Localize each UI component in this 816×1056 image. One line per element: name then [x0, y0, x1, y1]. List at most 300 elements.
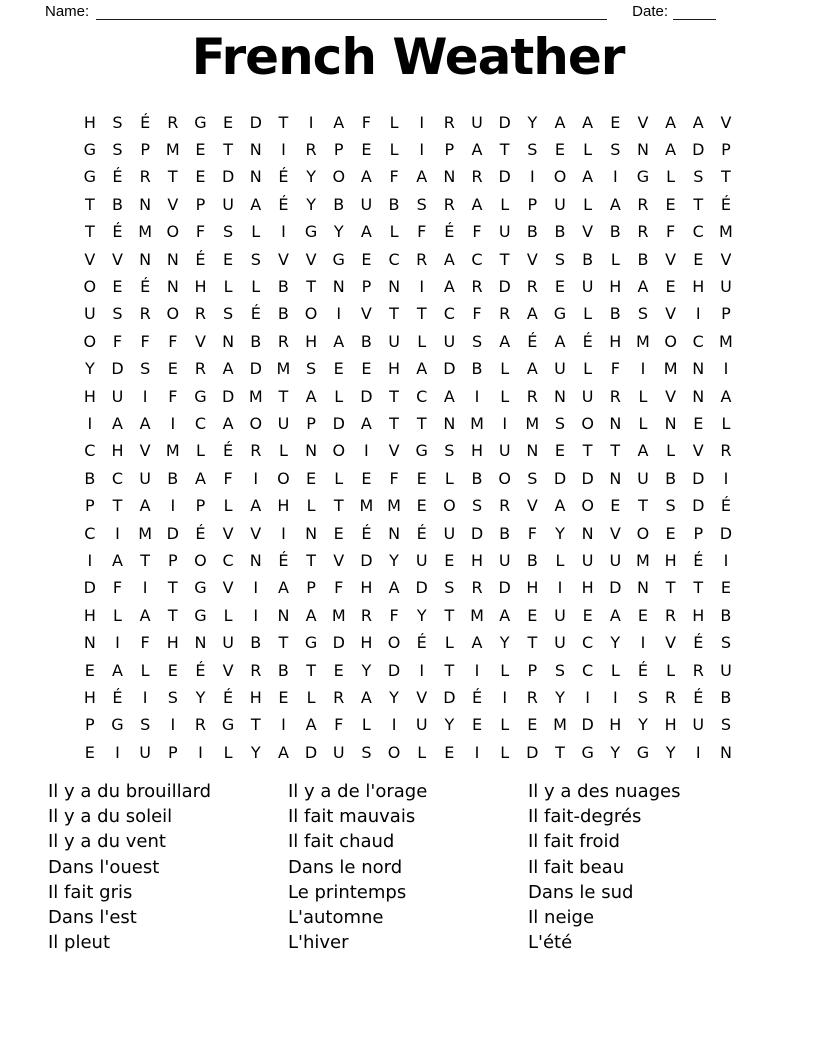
grid-letter: U: [443, 523, 456, 543]
grid-letter: R: [609, 386, 621, 406]
grid-letter: E: [361, 140, 372, 160]
word-list-column: [288, 779, 528, 955]
word-list-column: [528, 779, 768, 955]
grid-letter: N: [719, 742, 732, 762]
grid-letter: É: [527, 331, 538, 351]
grid-letter: B: [582, 249, 594, 269]
grid-letter: É: [223, 687, 234, 707]
grid-letter: I: [723, 359, 729, 379]
grid-letter: N: [249, 550, 262, 570]
grid-letter: I: [557, 578, 563, 598]
grid-letter: A: [582, 167, 594, 187]
grid-letter: Y: [499, 633, 510, 653]
grid-letter: N: [249, 167, 262, 187]
grid-letter: V: [665, 386, 677, 406]
grid-letter: A: [471, 633, 483, 653]
grid-letter: B: [609, 304, 621, 324]
grid-letter: T: [721, 167, 731, 187]
grid-letter: É: [444, 222, 455, 242]
grid-letter: N: [692, 359, 705, 379]
grid-letter: F: [389, 468, 399, 488]
grid-letter: É: [278, 550, 289, 570]
grid-letter: E: [112, 277, 123, 297]
grid-letter: O: [332, 167, 346, 187]
grid-letter: L: [638, 413, 648, 433]
grid-letter: Y: [84, 359, 95, 379]
grid-letter: F: [334, 578, 344, 598]
grid-letter: S: [112, 140, 123, 160]
grid-letter: G: [194, 112, 207, 132]
grid-letter: É: [195, 660, 206, 680]
grid-letter: T: [278, 386, 289, 406]
grid-letter: D: [581, 715, 594, 735]
grid-letter: F: [610, 359, 620, 379]
grid-letter: R: [194, 715, 207, 735]
grid-letter: T: [444, 660, 455, 680]
grid-letter: O: [83, 331, 97, 351]
grid-letter: V: [222, 523, 234, 543]
grid-letter: S: [250, 249, 261, 269]
grid-letter: I: [87, 550, 93, 570]
grid-letter: N: [609, 468, 622, 488]
grid-letter: S: [527, 468, 538, 488]
grid-letter: L: [444, 633, 454, 653]
grid-letter: A: [360, 222, 372, 242]
grid-letter: D: [83, 578, 96, 598]
grid-letter: F: [112, 578, 123, 598]
grid-letter: M: [525, 413, 540, 433]
grid-letter: L: [195, 441, 205, 461]
grid-letter: É: [250, 304, 261, 324]
grid-letter: C: [84, 441, 96, 461]
grid-letter: M: [359, 496, 374, 516]
grid-letter: A: [443, 249, 455, 269]
grid-letter: A: [609, 605, 621, 625]
grid-letter: E: [167, 660, 178, 680]
grid-letter: N: [581, 523, 594, 543]
grid-letter: A: [637, 277, 649, 297]
grid-letter: L: [583, 304, 593, 324]
grid-letter: E: [195, 140, 206, 160]
grid-letter: B: [277, 304, 289, 324]
grid-letter: T: [693, 578, 704, 598]
grid-letter: N: [305, 441, 318, 461]
date-label: Date:: [632, 3, 668, 20]
grid-letter: A: [443, 386, 455, 406]
grid-letter: A: [665, 112, 677, 132]
grid-letter: A: [305, 386, 317, 406]
grid-letter: V: [139, 441, 151, 461]
grid-letter: E: [333, 359, 344, 379]
grid-letter: C: [111, 468, 124, 488]
grid-letter: E: [223, 249, 234, 269]
date-fill-line: [673, 3, 716, 20]
grid-letter: L: [610, 249, 620, 269]
grid-letter: Y: [555, 523, 565, 543]
grid-letter: V: [665, 304, 677, 324]
grid-letter: N: [443, 413, 456, 433]
word-list: [48, 779, 768, 955]
grid-letter: T: [306, 277, 316, 297]
grid-letter: L: [666, 167, 676, 187]
grid-letter: B: [720, 687, 732, 707]
grid-letter: B: [84, 468, 96, 488]
grid-letter: M: [636, 331, 650, 351]
grid-letter: E: [610, 496, 621, 516]
grid-letter: L: [223, 742, 233, 762]
grid-letter: L: [223, 605, 233, 625]
grid-letter: Y: [665, 742, 676, 762]
grid-letter: I: [87, 413, 93, 433]
grid-letter: L: [278, 441, 288, 461]
word-item: Le printemps: [288, 881, 407, 903]
grid-letter: T: [140, 550, 151, 570]
grid-letter: U: [471, 112, 483, 132]
grid-letter: M: [719, 331, 733, 351]
grid-letter: B: [526, 222, 538, 242]
grid-letter: H: [83, 687, 96, 707]
grid-letter: É: [223, 441, 234, 461]
grid-letter: U: [111, 386, 124, 406]
grid-letter: C: [222, 550, 234, 570]
grid-letter: I: [308, 112, 314, 132]
grid-letter: H: [277, 496, 290, 516]
word-item: Il y a du brouillard: [48, 781, 212, 802]
grid-letter: T: [84, 194, 95, 214]
grid-letter: I: [281, 222, 286, 242]
grid-letter: A: [360, 687, 372, 707]
grid-letter: L: [223, 496, 233, 516]
grid-letter: L: [583, 359, 593, 379]
grid-letter: S: [444, 578, 455, 598]
grid-letter: L: [500, 742, 510, 762]
grid-letter: I: [115, 633, 120, 653]
name-label: Name:: [45, 3, 90, 20]
grid-letter: N: [526, 441, 539, 461]
grid-letter: S: [554, 660, 566, 680]
grid-letter: E: [527, 605, 538, 625]
grid-letter: L: [638, 386, 648, 406]
grid-letter: S: [140, 715, 151, 735]
grid-letter: O: [166, 222, 180, 242]
grid-letter: L: [666, 660, 676, 680]
grid-letter: V: [720, 112, 732, 132]
grid-letter: L: [500, 194, 510, 214]
grid-letter: R: [416, 249, 428, 269]
grid-letter: Y: [389, 687, 399, 707]
grid-letter: U: [720, 660, 732, 680]
grid-letter: T: [555, 742, 565, 762]
grid-letter: M: [165, 140, 180, 160]
grid-letter: O: [636, 523, 650, 543]
grid-letter: D: [498, 167, 511, 187]
grid-letter: L: [417, 742, 427, 762]
grid-letter: S: [610, 140, 621, 160]
grid-letter: S: [637, 687, 649, 707]
grid-letter: S: [554, 413, 566, 433]
grid-letter: P: [333, 140, 344, 160]
grid-letter: O: [664, 331, 677, 351]
grid-letter: G: [581, 742, 594, 762]
grid-letter: F: [472, 304, 482, 324]
grid-letter: A: [471, 140, 483, 160]
grid-letter: S: [720, 715, 731, 735]
grid-letter: H: [692, 605, 705, 625]
grid-letter: V: [360, 304, 372, 324]
grid-letter: I: [529, 167, 535, 187]
grid-letter: O: [332, 441, 346, 461]
grid-letter: R: [167, 112, 179, 132]
word-item: L'hiver: [288, 932, 349, 954]
grid-letter: D: [443, 687, 456, 707]
grid-letter: H: [692, 277, 705, 297]
grid-letter: I: [170, 496, 176, 516]
grid-letter: A: [526, 359, 538, 379]
grid-letter: I: [695, 742, 701, 762]
grid-letter: T: [84, 222, 95, 242]
grid-letter: A: [637, 441, 649, 461]
grid-letter: U: [498, 222, 511, 242]
grid-letter: G: [332, 249, 345, 269]
grid-letter: E: [582, 605, 593, 625]
grid-letter: C: [692, 222, 704, 242]
grid-letter: A: [526, 304, 538, 324]
grid-letter: A: [499, 605, 511, 625]
grid-letter: H: [609, 331, 622, 351]
grid-letter: D: [332, 633, 345, 653]
grid-letter: I: [142, 386, 148, 406]
grid-letter: B: [111, 194, 123, 214]
grid-letter: I: [391, 715, 397, 735]
grid-letter: N: [609, 413, 622, 433]
word-item: Dans le sud: [528, 881, 634, 903]
grid-letter: H: [471, 441, 484, 461]
grid-letter: L: [389, 140, 399, 160]
grid-letter: I: [170, 413, 176, 433]
grid-letter: D: [111, 359, 124, 379]
grid-letter: P: [361, 277, 372, 297]
grid-letter: E: [610, 112, 621, 132]
grid-letter: T: [444, 605, 455, 625]
grid-letter: E: [693, 249, 704, 269]
grid-letter: É: [112, 167, 123, 187]
grid-letter: N: [388, 523, 401, 543]
grid-letter: R: [720, 441, 732, 461]
grid-letter: V: [665, 633, 677, 653]
grid-letter: N: [83, 633, 96, 653]
grid-letter: I: [281, 523, 286, 543]
grid-letter: E: [333, 523, 344, 543]
grid-letter: U: [415, 715, 428, 735]
grid-letter: I: [474, 386, 480, 406]
grid-letter: P: [167, 742, 178, 762]
header-row: [45, 3, 716, 20]
grid-letter: Y: [555, 687, 565, 707]
grid-letter: F: [361, 112, 371, 132]
name-fill-line: [96, 3, 607, 20]
grid-letter: B: [609, 222, 621, 242]
grid-letter: L: [306, 496, 316, 516]
grid-letter: I: [281, 140, 286, 160]
grid-letter: H: [305, 331, 318, 351]
grid-letter: I: [474, 660, 480, 680]
grid-letter: L: [555, 550, 565, 570]
grid-letter: L: [721, 413, 731, 433]
grid-letter: S: [112, 304, 123, 324]
grid-letter: V: [637, 112, 649, 132]
grid-letter: D: [692, 140, 705, 160]
grid-letter: A: [277, 742, 289, 762]
word-search-grid: [76, 109, 740, 766]
grid-letter: E: [361, 468, 372, 488]
grid-letter: T: [278, 112, 289, 132]
grid-letter: L: [251, 222, 261, 242]
grid-letter: M: [138, 523, 153, 543]
grid-letter: U: [222, 633, 234, 653]
grid-letter: T: [665, 578, 676, 598]
grid-letter: R: [526, 386, 538, 406]
grid-letter: É: [693, 633, 704, 653]
grid-letter: F: [223, 468, 233, 488]
grid-letter: G: [83, 140, 97, 160]
grid-letter: A: [139, 496, 151, 516]
grid-letter: V: [84, 249, 96, 269]
grid-letter: P: [721, 140, 731, 160]
grid-letter: C: [692, 331, 704, 351]
grid-letter: T: [389, 386, 399, 406]
grid-letter: H: [581, 578, 594, 598]
grid-letter: D: [332, 413, 345, 433]
grid-letter: B: [277, 660, 289, 680]
grid-letter: C: [582, 633, 594, 653]
grid-letter: R: [360, 605, 372, 625]
grid-letter: É: [693, 687, 704, 707]
grid-letter: O: [498, 468, 511, 488]
grid-letter: I: [419, 112, 425, 132]
word-item: Il fait beau: [528, 856, 625, 878]
grid-letter: E: [278, 687, 289, 707]
grid-letter: U: [581, 277, 594, 297]
grid-letter: M: [165, 441, 180, 461]
grid-letter: C: [471, 249, 483, 269]
grid-letter: I: [585, 687, 590, 707]
grid-letter: Y: [444, 715, 455, 735]
grid-letter: D: [304, 742, 318, 762]
grid-letter: Y: [361, 660, 372, 680]
grid-letter: U: [498, 441, 511, 461]
grid-letter: H: [111, 441, 124, 461]
word-item: Il y a des nuages: [528, 781, 681, 802]
grid-letter: I: [170, 715, 176, 735]
grid-letter: A: [139, 413, 151, 433]
grid-letter: B: [333, 194, 345, 214]
grid-letter: B: [250, 633, 262, 653]
grid-letter: R: [443, 194, 455, 214]
grid-letter: V: [609, 523, 621, 543]
grid-letter: I: [336, 304, 342, 324]
grid-letter: R: [665, 605, 677, 625]
grid-letter: B: [554, 222, 566, 242]
grid-letter: É: [112, 687, 123, 707]
grid-letter: D: [498, 578, 511, 598]
grid-letter: N: [554, 386, 566, 406]
grid-letter: N: [139, 249, 152, 269]
grid-letter: T: [167, 578, 178, 598]
grid-letter: R: [250, 660, 262, 680]
grid-letter: S: [223, 304, 234, 324]
grid-letter: U: [222, 194, 234, 214]
grid-letter: D: [692, 496, 705, 516]
grid-letter: O: [581, 496, 594, 516]
grid-letter: T: [167, 167, 178, 187]
grid-letter: D: [221, 167, 235, 187]
grid-letter: D: [526, 742, 539, 762]
grid-letter: F: [168, 331, 178, 351]
grid-letter: R: [692, 660, 704, 680]
grid-letter: I: [115, 523, 120, 543]
grid-letter: É: [195, 249, 206, 269]
grid-letter: S: [167, 687, 178, 707]
grid-letter: G: [304, 633, 318, 653]
grid-letter: R: [499, 304, 511, 324]
grid-letter: T: [250, 715, 261, 735]
grid-letter: O: [387, 633, 401, 653]
grid-letter: I: [253, 468, 259, 488]
word-item: Il y a du soleil: [48, 806, 173, 828]
grid-letter: D: [360, 386, 373, 406]
grid-letter: V: [720, 249, 732, 269]
grid-letter: H: [166, 633, 179, 653]
grid-letter: R: [250, 441, 262, 461]
word-item: Dans le nord: [288, 856, 403, 878]
grid-letter: I: [115, 742, 120, 762]
grid-letter: É: [416, 633, 427, 653]
grid-letter: U: [332, 742, 345, 762]
grid-letter: L: [610, 660, 620, 680]
grid-letter: N: [332, 277, 345, 297]
grid-letter: L: [500, 359, 510, 379]
grid-letter: É: [693, 550, 704, 570]
grid-letter: H: [609, 277, 622, 297]
grid-letter: G: [194, 386, 207, 406]
grid-letter: G: [83, 167, 97, 187]
grid-letter: P: [444, 140, 455, 160]
grid-letter: E: [306, 468, 317, 488]
grid-letter: U: [637, 468, 649, 488]
grid-letter: O: [166, 304, 180, 324]
grid-letter: H: [194, 277, 207, 297]
grid-letter: H: [249, 687, 262, 707]
grid-letter: I: [281, 715, 286, 735]
grid-letter: S: [444, 441, 455, 461]
grid-letter: N: [222, 331, 235, 351]
grid-letter: B: [637, 249, 649, 269]
grid-letter: Y: [250, 742, 261, 762]
grid-letter: V: [222, 578, 234, 598]
grid-letter: L: [140, 660, 150, 680]
grid-letter: R: [277, 331, 289, 351]
grid-letter: R: [665, 687, 677, 707]
grid-letter: Y: [389, 550, 399, 570]
grid-letter: E: [361, 359, 372, 379]
grid-letter: T: [499, 249, 510, 269]
grid-letter: D: [609, 578, 622, 598]
grid-letter: Y: [195, 687, 206, 707]
grid-letter: A: [250, 496, 262, 516]
grid-letter: C: [194, 413, 207, 433]
grid-letter: R: [139, 167, 151, 187]
grid-letter: R: [194, 304, 207, 324]
